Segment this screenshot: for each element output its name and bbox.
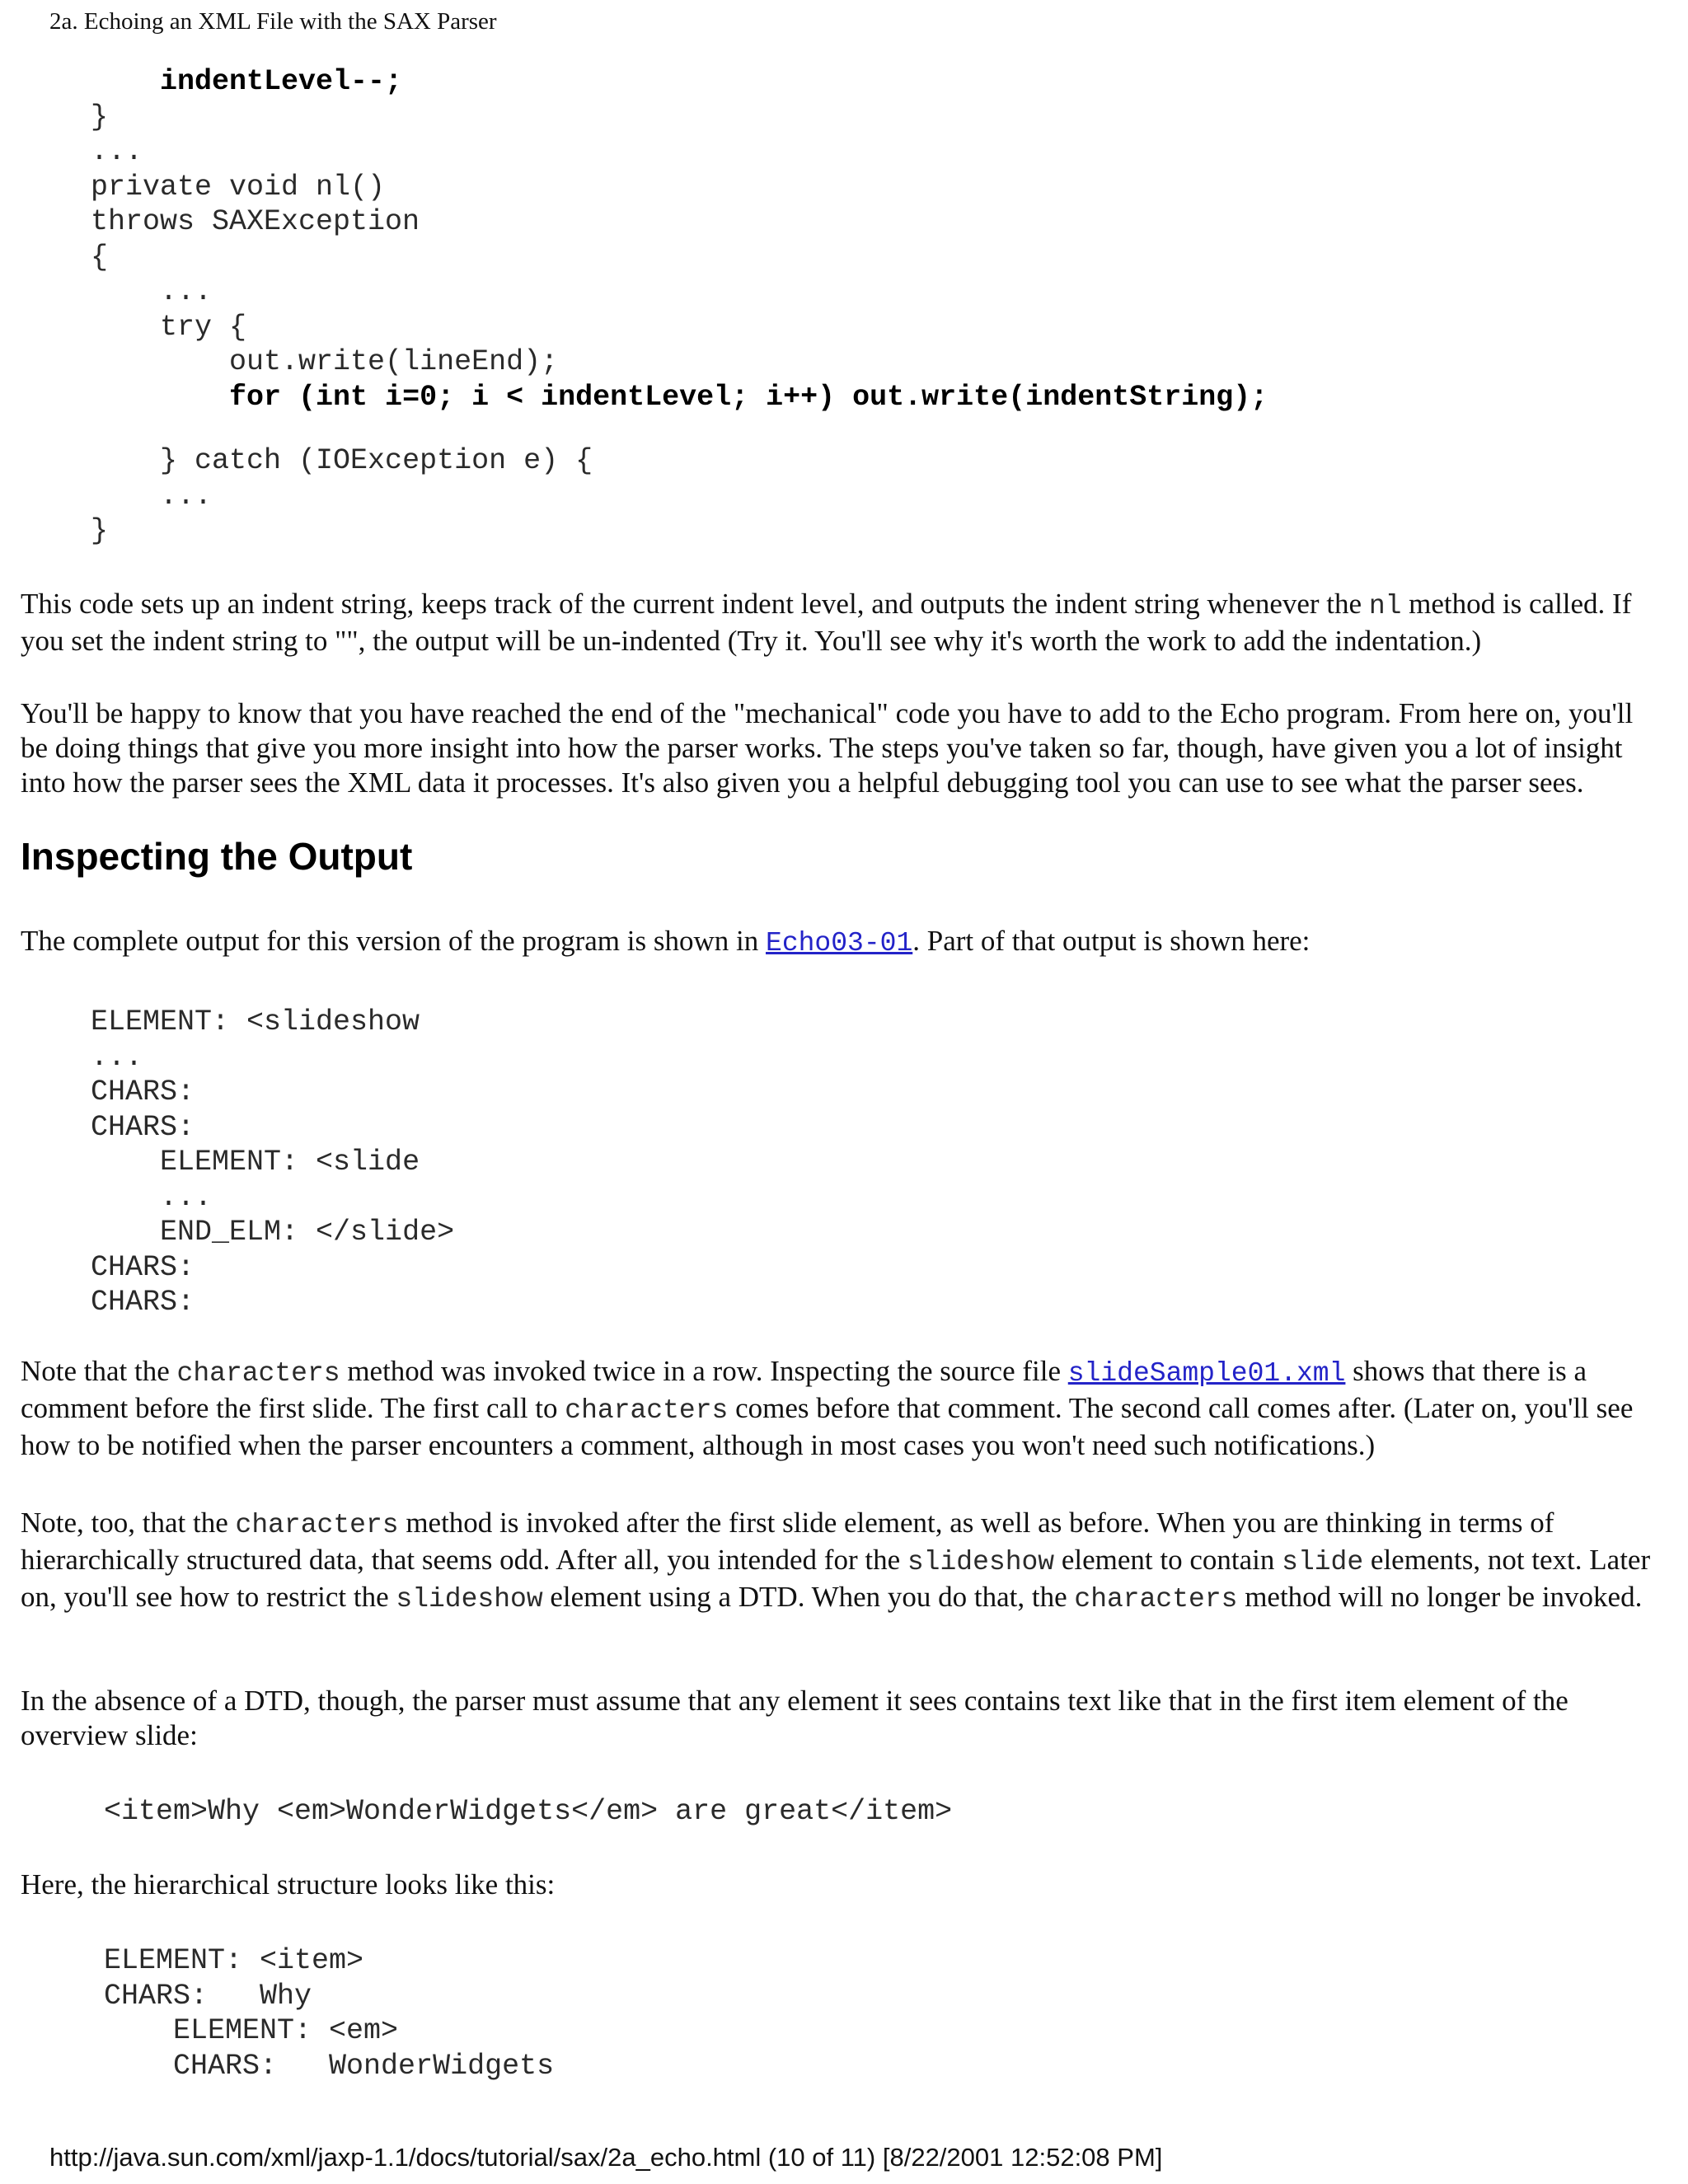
inline-code: characters [1074, 1584, 1238, 1615]
paragraph-absence-dtd: In the absence of a DTD, though, the parser must assume that any element it sees contains text like that in the first item element of the overview slide: [21, 1685, 1568, 1751]
code-line: CHARS: [91, 1076, 195, 1108]
paragraph-indent-explanation: This code sets up an indent string, keeps track of the current indent level, and outputs the indent string whenever the nl method is called. If you set the indent string to "", the output will be un-indented (Try it. You'll see why it's worth the work to add the indentation.) [21, 588, 1632, 657]
paragraph-characters-after-slide: Note, too, that the characters method is invoked after the first slide element, as well as before. When you are thinking in terms of hierarchically structured data, that seems odd. After all, you intended for the slideshow element to contain slide elements, not text. Later on, you'll see how to restrict the slideshow element using a DTD. When you do that, the characters method will no longer be invoked. [21, 1507, 1651, 1615]
inline-code: nl [1368, 591, 1402, 621]
code-line: ELEMENT: <item> [104, 1944, 364, 1977]
code-line: { [91, 240, 109, 274]
code-line: CHARS: [91, 1286, 195, 1319]
paragraph-characters-twice: Note that the characters method was invoked twice in a row. Inspecting the source file slideSample01.xml shows that there is a comment before the first slide. The first call to characters comes before that comment. The second call comes after. (Later on, you'll see how to be notified when the parser encounters a comment, although in most cases you won't need such notifications.) [21, 1355, 1634, 1461]
inline-code: characters [565, 1395, 729, 1426]
code-line: CHARS: Why [104, 1979, 312, 2013]
code-line: } catch (IOException e) { [160, 444, 593, 477]
section-heading: Inspecting the Output [21, 835, 413, 878]
paragraph-complete-output: The complete output for this version of the program is shown in Echo03-01. Part of that output is shown here: [21, 925, 1311, 958]
code-line: CHARS: WonderWidgets [173, 2049, 555, 2083]
code-line: for (int i=0; i < indentLevel; i++) out.write(indentString); [229, 380, 1268, 414]
inline-code: slide [1282, 1547, 1364, 1577]
code-line: ... [160, 479, 213, 513]
code-line: } [91, 100, 109, 134]
code-line: out.write(lineEnd); [229, 345, 559, 378]
inline-code: slideshow [907, 1547, 1055, 1577]
code-line: private void nl() [91, 170, 386, 204]
code-line: ... [91, 135, 143, 168]
code-block-item [104, 1794, 952, 1830]
code-line: ELEMENT: <em> [173, 2014, 399, 2047]
paragraph-hierarchical: Here, the hierarchical structure looks like this: [21, 1868, 556, 1900]
page-footer-url: http://java.sun.com/xml/jaxp-1.1/docs/tutorial/sax/2a_echo.html (10 of 11) [8/22/2001 12:52:08 PM] [49, 2143, 1163, 2172]
code-line: END_ELM: </slide> [160, 1216, 455, 1249]
code-line: ... [91, 1040, 143, 1074]
code-line: CHARS: [91, 1250, 195, 1284]
inline-code: characters [176, 1358, 340, 1389]
page-header: 2a. Echoing an XML File with the SAX Parser [49, 8, 497, 35]
code-line: ... [160, 275, 213, 308]
code-line: throws SAXException [91, 205, 420, 238]
code-line: ELEMENT: <slide [160, 1146, 420, 1179]
paragraph-mechanical-code: You'll be happy to know that you have reached the end of the "mechanical" code you have to add to the Echo program. From here on, you'll be doing things that give you more insight into how the parser works. The steps you've taken so far, though, have given you a lot of insight into how the parser sees the XML data it processes. It's also given you a helpful debugging tool you can use to see what the parser sees. [21, 697, 1634, 799]
code-line: try { [160, 310, 247, 344]
code-line: CHARS: [91, 1110, 195, 1144]
echo03-01-link[interactable]: Echo03-01 [766, 928, 913, 958]
code-line: } [91, 514, 109, 547]
slidesample01-link[interactable]: slideSample01.xml [1067, 1358, 1346, 1389]
code-line: indentLevel--; [160, 65, 403, 98]
code-line: <item>Why <em>WonderWidgets</em> are great</item> [104, 1795, 953, 1828]
code-block-output [91, 1005, 454, 1320]
code-block-nl-method [91, 64, 1268, 415]
code-block-hierarchy [104, 1943, 554, 2083]
code-line: ELEMENT: <slideshow [91, 1005, 420, 1038]
code-block-nl-method-end [91, 443, 593, 549]
code-line: ... [160, 1180, 213, 1214]
inline-code: characters [235, 1510, 399, 1540]
inline-code: slideshow [396, 1584, 543, 1615]
